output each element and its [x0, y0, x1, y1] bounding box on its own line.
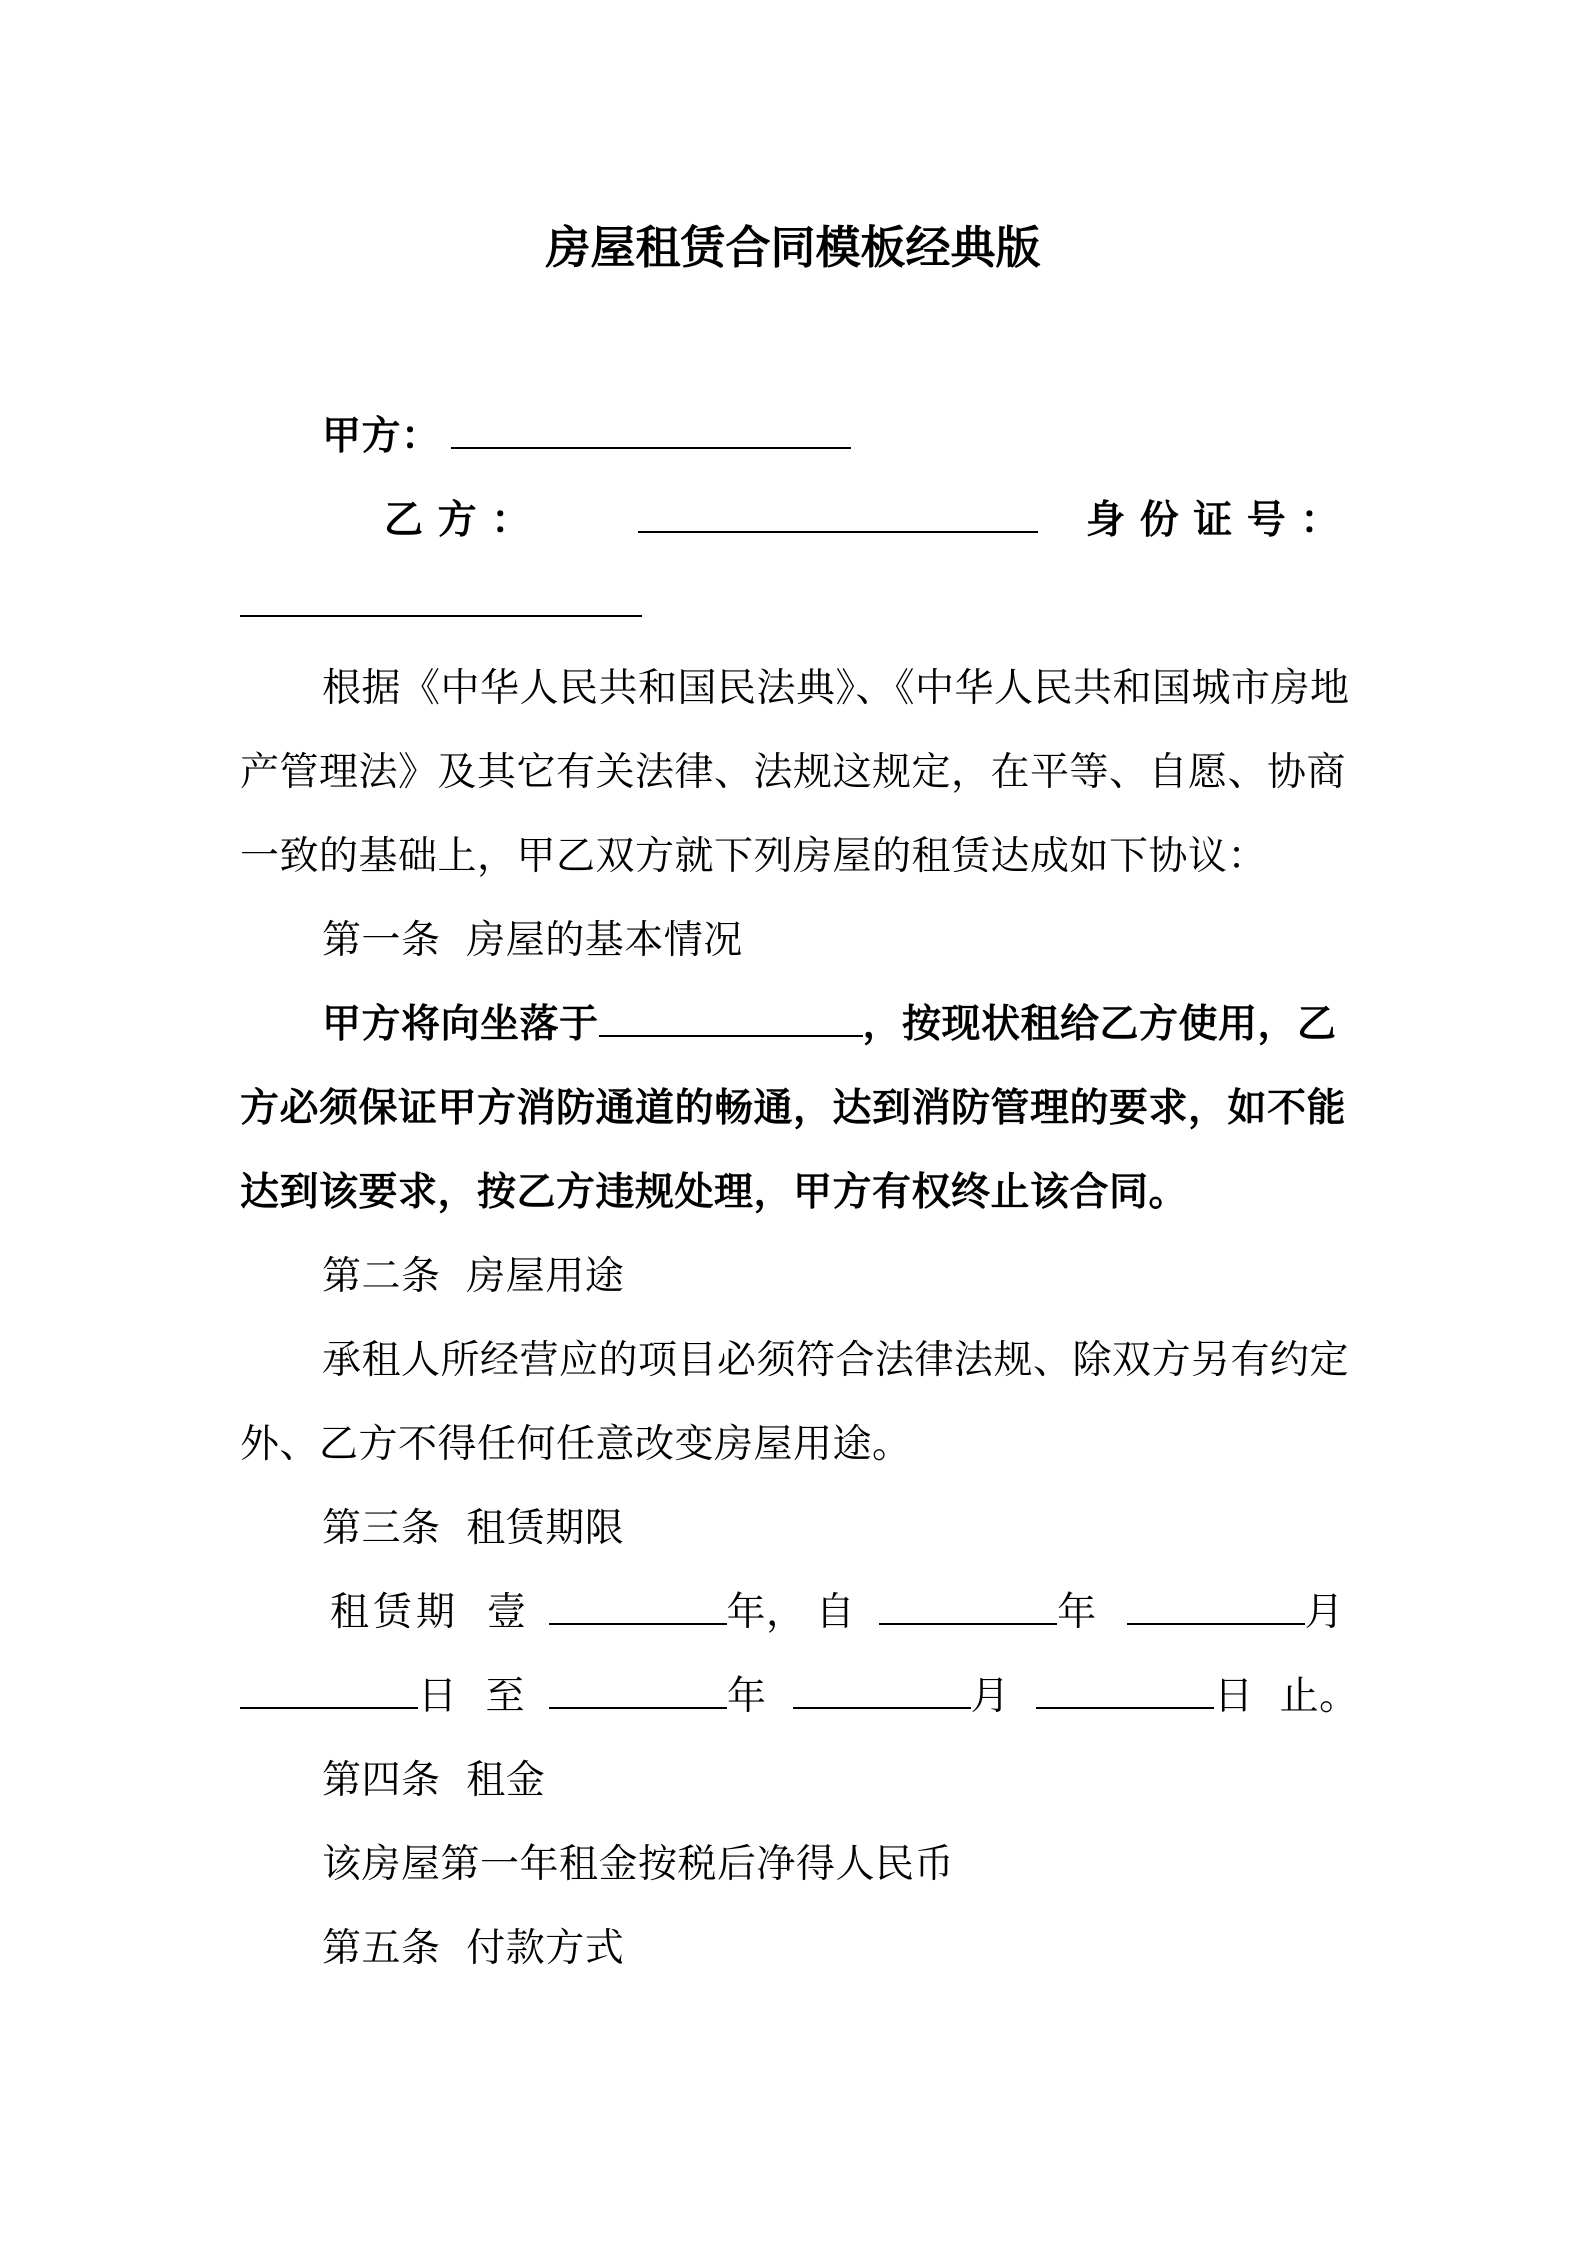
- article-1-text-a: 甲方将向坐落于: [322, 1002, 599, 1047]
- party-a-blank: [451, 417, 851, 449]
- id-char: ：: [1300, 498, 1340, 543]
- term-value: 壹: [487, 1590, 527, 1635]
- id-label: [1086, 496, 1370, 546]
- from-word: 自: [815, 1590, 856, 1635]
- party-b-label: [384, 496, 590, 546]
- location-blank: [599, 1005, 863, 1037]
- preamble-line-2: 产管理法》及其它有关法律、法规这规定，在平等、自愿、协商: [240, 750, 1347, 795]
- comma: ，: [766, 1590, 806, 1635]
- party-b-char: 乙: [384, 498, 424, 543]
- to-word: 至: [485, 1674, 526, 1719]
- article-2-line-2: 外、乙方不得任何任意改变房屋用途。: [240, 1422, 912, 1467]
- article-1-line-1: [322, 1000, 1356, 1050]
- party-b-blank: [638, 501, 1038, 533]
- party-a-line: [322, 412, 1356, 462]
- id-char: 号: [1246, 498, 1287, 543]
- month-unit: 月: [1304, 1590, 1345, 1635]
- year-unit: 年: [727, 1674, 767, 1719]
- day-unit: 日: [1214, 1674, 1254, 1719]
- id-char: 份: [1139, 498, 1180, 543]
- preamble-line-1: 根据《中华人民共和国民法典》、《中华人民共和国城市房地: [322, 666, 1350, 711]
- term-label: 租赁期: [330, 1590, 460, 1635]
- article-2-line-1: 承租人所经营应的项目必须符合法律法规、除双方另有约定: [322, 1338, 1350, 1383]
- article-4-heading: 第四条 租金: [322, 1758, 546, 1803]
- start-month-blank: [1127, 1593, 1305, 1625]
- article-3-line-1: [330, 1588, 1356, 1638]
- party-b-char: 方: [437, 498, 478, 543]
- end-day-blank: [1036, 1677, 1214, 1709]
- id-char: 身: [1086, 498, 1126, 543]
- article-1-line-3: 达到该要求，按乙方违规处理，甲方有权终止该合同。: [240, 1170, 1189, 1215]
- article-1-heading: 第一条 房屋的基本情况: [322, 918, 743, 963]
- end-year-blank: [549, 1677, 727, 1709]
- id-number-line: [240, 580, 1356, 630]
- start-year-blank: [879, 1593, 1057, 1625]
- article-2-heading: 第二条 房屋用途: [322, 1254, 625, 1299]
- article-1-text-b: ，按现状租给乙方使用，乙: [862, 1002, 1337, 1047]
- preamble-line-3: 一致的基础上，甲乙双方就下列房屋的租赁达成如下协议：: [240, 834, 1268, 879]
- end-month-blank: [793, 1677, 971, 1709]
- article-5-heading: 第五条 付款方式: [322, 1926, 625, 1971]
- article-3-heading: 第三条 租赁期限: [322, 1506, 625, 1551]
- party-b-char: ：: [491, 498, 531, 543]
- article-4-line-1: 该房屋第一年租金按税后净得人民币: [322, 1842, 955, 1887]
- party-a-label: 甲方：: [322, 414, 441, 459]
- id-number-blank: [240, 585, 642, 617]
- end-word: 止。: [1279, 1674, 1359, 1719]
- day-unit: 日: [418, 1674, 458, 1719]
- start-day-blank: [240, 1677, 418, 1709]
- article-3-line-2: [240, 1672, 1359, 1722]
- year-unit: 年: [726, 1590, 767, 1635]
- article-1-line-2: 方必须保证甲方消防通道的畅通，达到消防管理的要求，如不能: [240, 1086, 1347, 1131]
- term-years-blank: [549, 1593, 727, 1625]
- document-title: 房屋租赁合同模板经典版: [545, 221, 1041, 274]
- year-unit: 年: [1057, 1590, 1097, 1635]
- id-char: 证: [1193, 498, 1233, 543]
- month-unit: 月: [970, 1674, 1011, 1719]
- party-b-line: [384, 496, 1356, 546]
